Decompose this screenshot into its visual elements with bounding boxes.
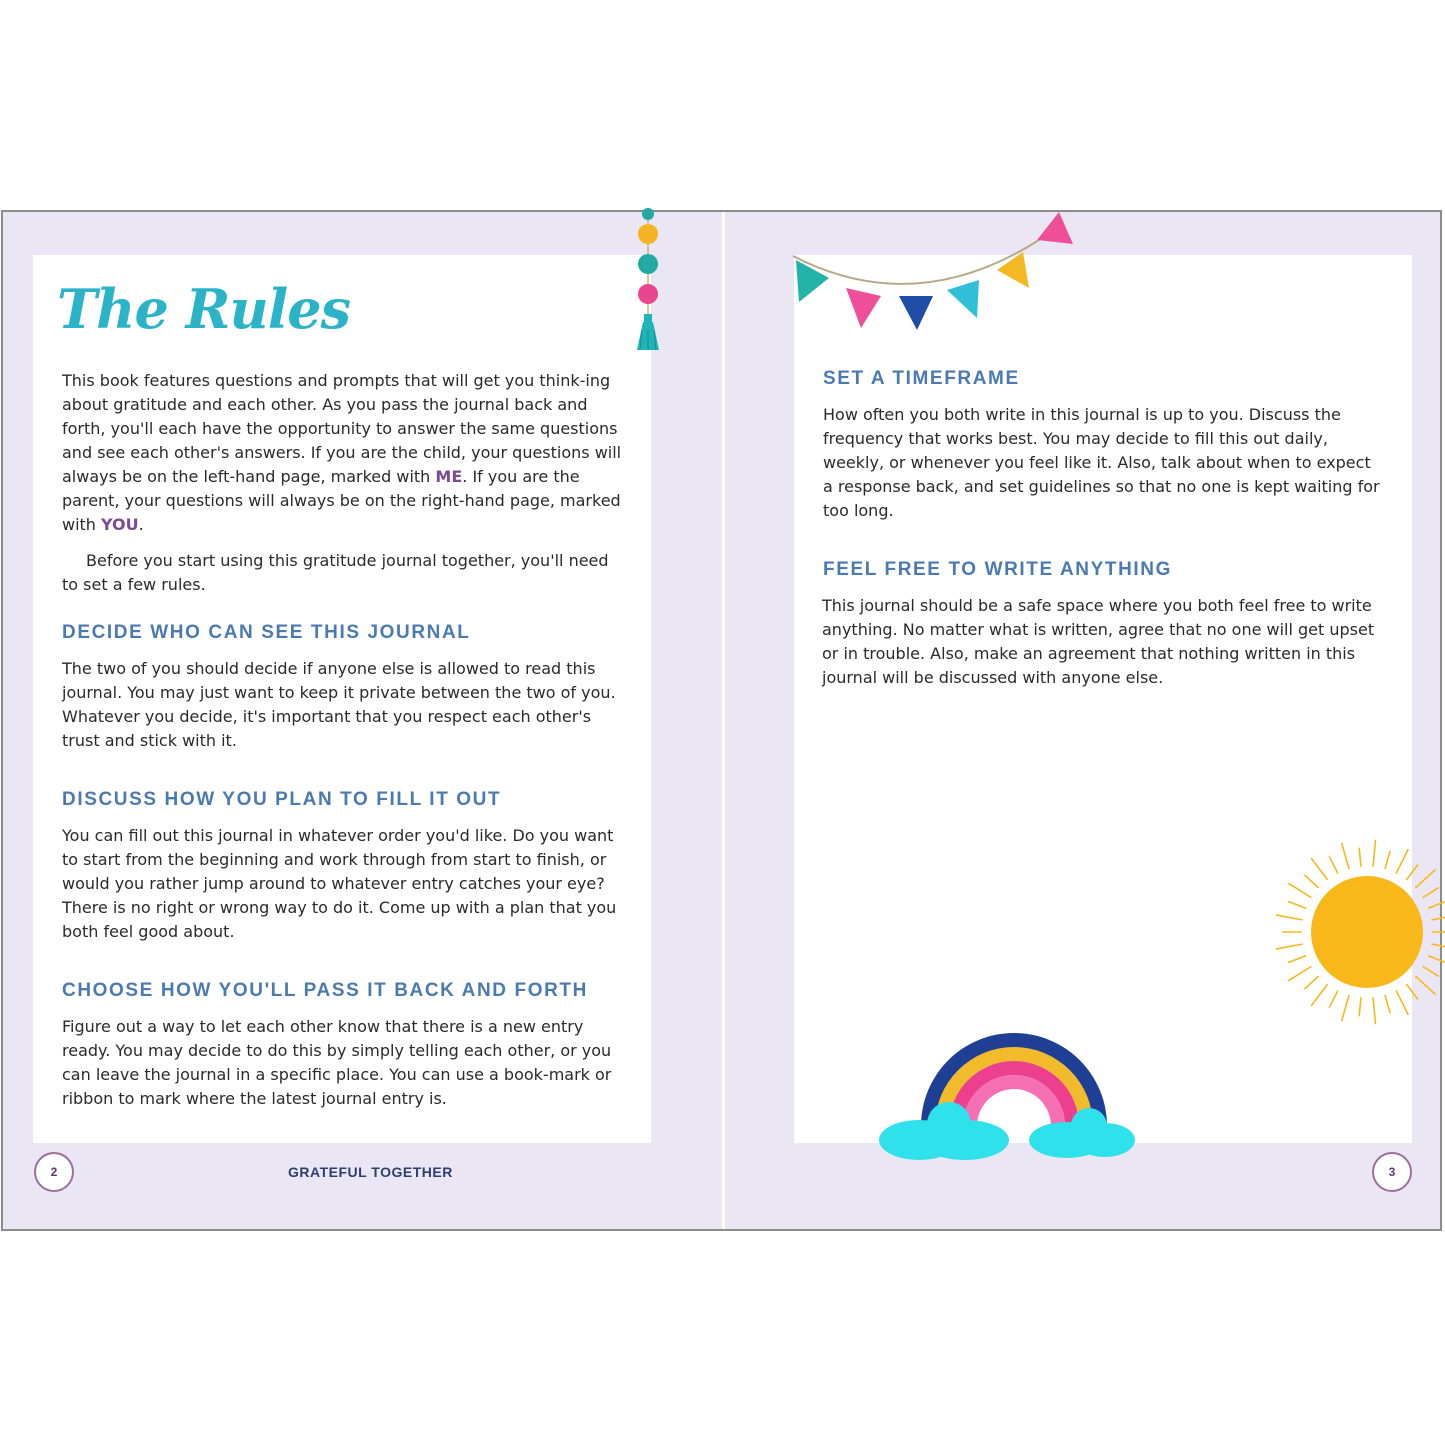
sun-ray: [1359, 848, 1361, 866]
pennant: [1037, 212, 1073, 244]
pennant: [796, 260, 829, 302]
sun-ray: [1289, 902, 1306, 909]
sun-ray: [1289, 884, 1311, 898]
section-body: This journal should be a safe space where you both feel free to write anything. No matter what is written, agree that no one will get upset or in trouble. Also, make an agreement that nothing written in this journal will be discussed with anyone else.: [822, 596, 1375, 687]
sun-ray: [1385, 995, 1390, 1012]
section-heading: FEEL FREE TO WRITE ANYTHING: [823, 559, 1172, 580]
sun-ray: [1289, 967, 1311, 981]
sun-ray: [1429, 899, 1445, 908]
sun-ray: [1330, 991, 1338, 1007]
section-body: How often you both write in this journal is up to you. Discuss the frequency that works best. You may decide to fill this out daily, weekly, or whenever you feel like it. Also, talk about when to expect a response back, and set guidelines so that no one is kept waiting for too long.: [823, 405, 1380, 520]
book-gutter: [722, 212, 725, 1229]
sun-ray: [1423, 888, 1438, 897]
sun-ray: [1416, 870, 1435, 888]
sun-ray: [1416, 976, 1435, 994]
pom-pom: [642, 208, 654, 220]
bunting-banner: [791, 212, 1081, 337]
sun-icon: [1269, 837, 1445, 1017]
page-number-left: 2: [34, 1152, 74, 1192]
running-head: GRATEFUL TOGETHER: [288, 1164, 453, 1180]
sun-ray: [1277, 915, 1303, 920]
cloud-icon: [1029, 1108, 1135, 1158]
sun-ray: [1373, 840, 1375, 866]
left-page-panel: [33, 255, 651, 1143]
sun-ray: [1277, 944, 1303, 949]
section-heading: SET A TIMEFRAME: [823, 368, 1020, 389]
intro-paragraph: [62, 369, 622, 537]
sun-ray: [1396, 991, 1408, 1014]
section-body: Figure out a way to let each other know that there is a new entry ready. You may decide to do this by simply telling each other, or you can leave the journal in a specific place. You can use a book-mark or ribbon to mark where the latest journal entry is.: [62, 1017, 612, 1108]
book-spread: [1, 210, 1442, 1231]
intro-paragraph-2: Before you start using this gratitude journal together, you'll need to set a few rules.: [62, 551, 609, 594]
section-heading: CHOOSE HOW YOU'LL PASS IT BACK AND FORTH: [62, 980, 588, 1001]
section-body: The two of you should decide if anyone else is allowed to read this journal. You may just want to keep it private between the two of you. Whatever you decide, it's important that you respect each other's trust and stick with it.: [62, 659, 616, 750]
me-marker: ME: [435, 467, 463, 486]
sun-ray: [1342, 844, 1349, 869]
pom-pom: [638, 254, 658, 274]
sun-ray: [1432, 917, 1445, 920]
rainbow-icon: [877, 1026, 1137, 1161]
sun-ray: [1312, 859, 1328, 880]
pom-pom: [638, 224, 658, 244]
sun-ray: [1429, 956, 1445, 965]
pennant: [947, 280, 979, 318]
intro-text-1: This book features questions and prompts that will get you think-ing about gratitude and each other. As you pass the journal back and forth, you'll each have the opportunity to answer the same questions and see each other's answers. If you are the child, your questions will always be on the left-hand page, marked with: [62, 371, 622, 486]
section-heading: DECIDE WHO CAN SEE THIS JOURNAL: [62, 622, 471, 643]
sun-ray: [1342, 995, 1349, 1020]
pom-pom: [638, 284, 658, 304]
page-number-right: 3: [1372, 1152, 1412, 1192]
tassel-icon: [637, 314, 659, 350]
pennant: [846, 288, 881, 328]
sun-ray: [1312, 985, 1328, 1006]
sun-ray: [1396, 850, 1408, 873]
sun-ray: [1407, 865, 1418, 879]
sun-ray: [1305, 976, 1318, 988]
intro-text-2: . If you are the parent, your questions will always be on the right-hand page, marked with: [62, 467, 621, 534]
sun-ray: [1432, 944, 1445, 947]
section-body: You can fill out this journal in whatever order you'd like. Do you want to start from the beginning and work through from start to finish, or would you rather jump around to whatever entry catches your eye? There is no right or wrong way to do it. Come up with a plan that you both feel good about.: [62, 826, 617, 941]
pennant: [997, 252, 1029, 288]
pom-pom-garland: [629, 208, 669, 358]
sun-ray: [1305, 875, 1318, 887]
sun-ray: [1407, 985, 1418, 999]
cloud-icon: [879, 1102, 1009, 1160]
page-title: The Rules: [57, 277, 351, 341]
section-heading: DISCUSS HOW YOU PLAN TO FILL IT OUT: [62, 789, 502, 810]
sun-ray: [1330, 857, 1338, 873]
you-marker: YOU: [101, 515, 139, 534]
sun-ray: [1385, 851, 1390, 868]
sun-ray: [1423, 967, 1438, 976]
sun-ray: [1289, 956, 1306, 963]
intro-text-3: .: [138, 515, 144, 534]
sun-ray: [1359, 998, 1361, 1016]
pennant: [899, 296, 933, 330]
